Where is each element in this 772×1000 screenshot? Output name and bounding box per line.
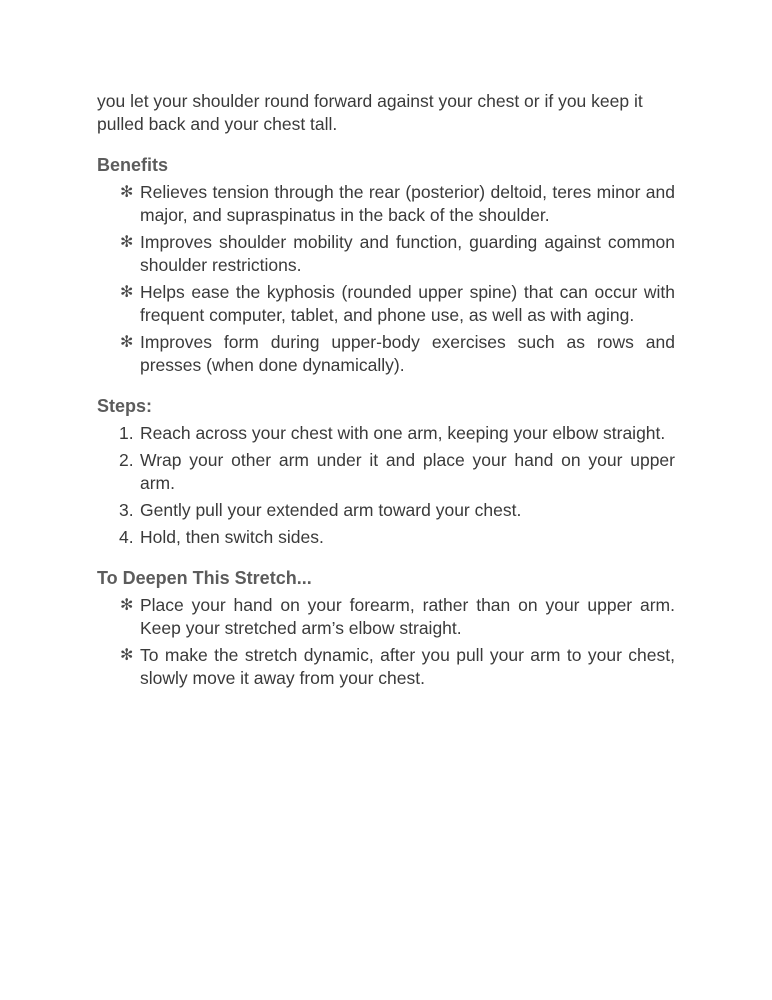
list-item — [97, 331, 675, 377]
list-item-text: Wrap your other arm under it and place your hand on your upper arm. — [140, 450, 675, 493]
list-item-text: Place your hand on your forearm, rather than on your upper arm. Keep your stretched arm’s elbow straight. — [140, 595, 675, 638]
list-item-text: Helps ease the kyphosis (rounded upper spine) that can occur with frequent computer, tablet, and phone use, as well as with aging. — [140, 282, 675, 325]
asterisk-bullet-icon: ✻ — [120, 597, 134, 614]
asterisk-bullet-icon: ✻ — [120, 647, 134, 664]
list-item-text: To make the stretch dynamic, after you pull your arm to your chest, slowly move it away from your chest. — [140, 645, 675, 688]
asterisk-bullet-icon: ✻ — [120, 334, 134, 351]
list-item-text: Improves form during upper-body exercises such as rows and presses (when done dynamically). — [140, 332, 675, 375]
deepen-list — [97, 594, 675, 690]
list-item — [97, 526, 675, 549]
steps-heading: Steps: — [97, 396, 153, 416]
list-item — [97, 422, 675, 445]
list-item — [97, 644, 675, 690]
step-number: 4. — [119, 527, 134, 547]
document-page — [97, 90, 675, 708]
steps-list — [97, 422, 675, 549]
list-item-text: Reach across your chest with one arm, keeping your elbow straight. — [140, 423, 666, 443]
list-item-text: Hold, then switch sides. — [140, 527, 324, 547]
list-item — [97, 281, 675, 327]
step-number: 1. — [119, 423, 134, 443]
asterisk-bullet-icon: ✻ — [120, 284, 134, 301]
list-item — [97, 181, 675, 227]
list-item-text: Improves shoulder mobility and function, guarding against common shoulder restrictions. — [140, 232, 675, 275]
list-item — [97, 449, 675, 495]
asterisk-bullet-icon: ✻ — [120, 234, 134, 251]
intro-paragraph: you let your shoulder round forward against your chest or if you keep it pulled back and your chest tall. — [97, 91, 643, 134]
step-number: 3. — [119, 500, 134, 520]
list-item — [97, 499, 675, 522]
list-item — [97, 594, 675, 640]
benefits-list — [97, 181, 675, 377]
asterisk-bullet-icon: ✻ — [120, 184, 134, 201]
list-item-text: Gently pull your extended arm toward your chest. — [140, 500, 522, 520]
list-item-text: Relieves tension through the rear (posterior) deltoid, teres minor and major, and supraspinatus in the back of the shoulder. — [140, 182, 675, 225]
step-number: 2. — [119, 450, 134, 470]
benefits-heading: Benefits — [97, 155, 169, 175]
list-item — [97, 231, 675, 277]
deepen-heading: To Deepen This Stretch... — [97, 568, 312, 588]
